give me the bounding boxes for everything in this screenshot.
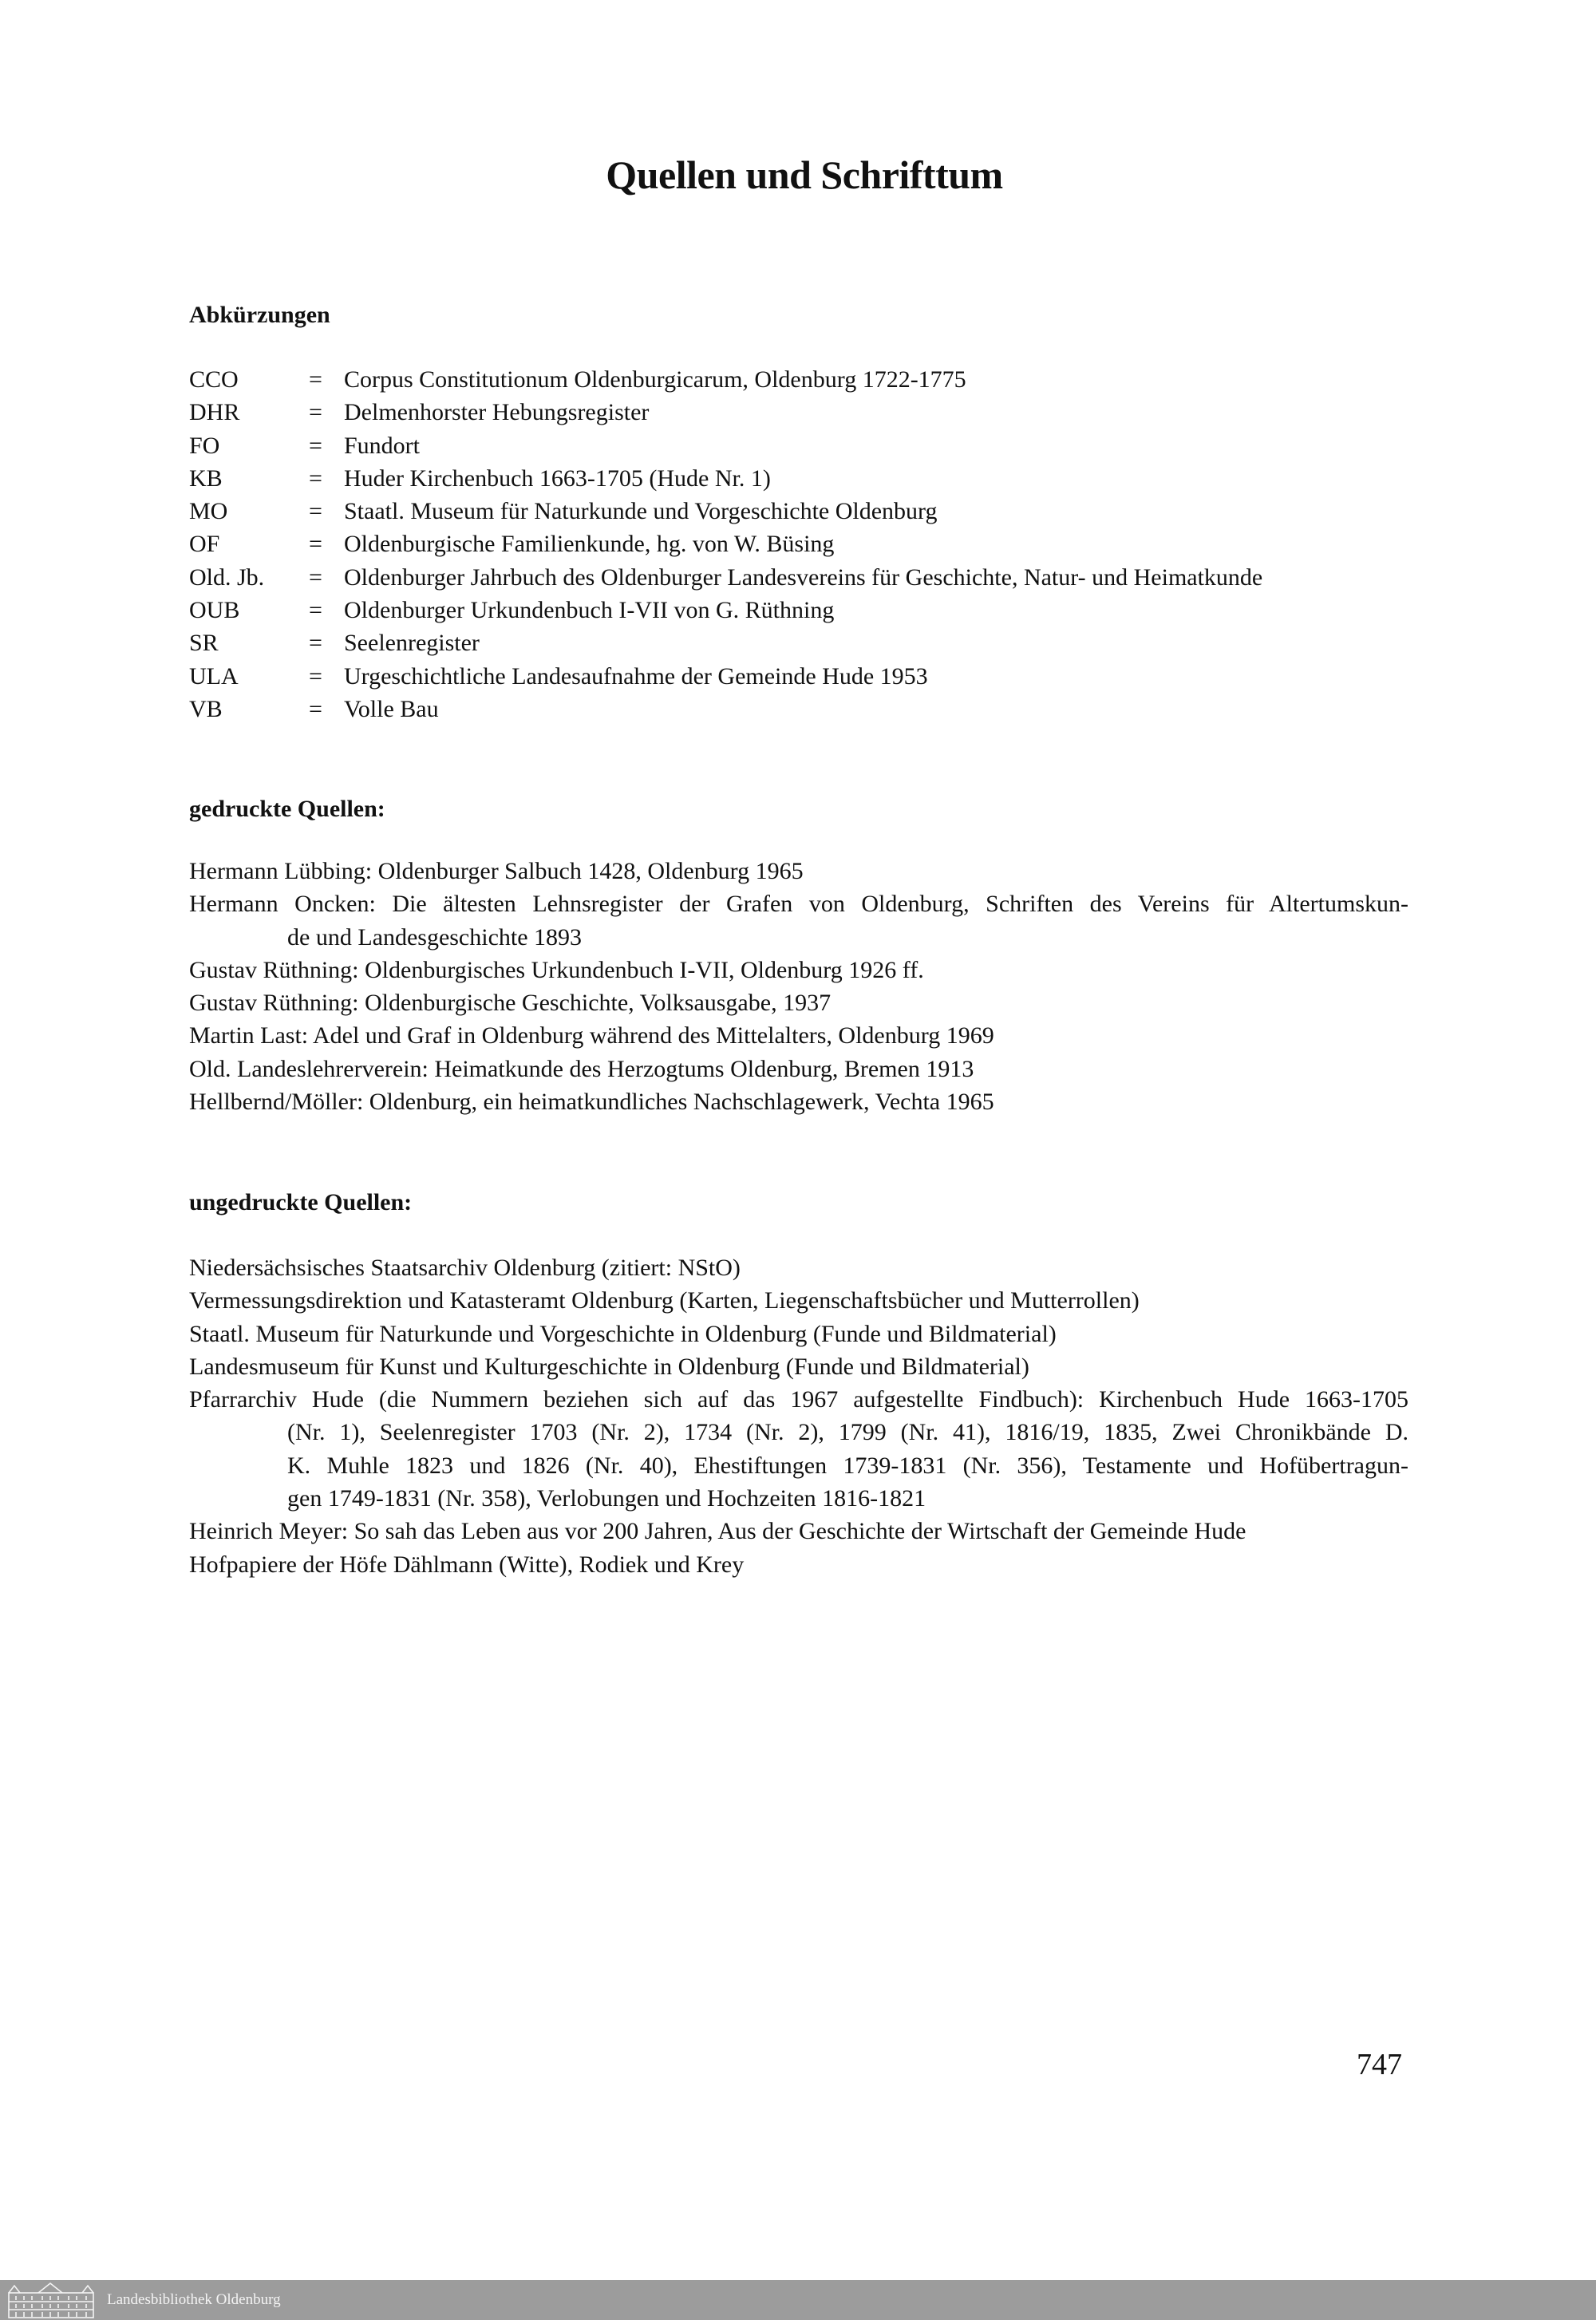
- abbreviation-key: OUB: [189, 597, 240, 624]
- equals-sign: =: [309, 531, 322, 558]
- abbreviation-value: Oldenburgische Familienkunde, hg. von W. Büsing: [344, 531, 835, 558]
- abbreviation-row: [189, 363, 1408, 396]
- abbreviation-key: DHR: [189, 399, 240, 426]
- source-entry: Martin Last: Adel und Graf in Oldenburg während des Mittelalters, Oldenburg 1969: [189, 1022, 994, 1049]
- abbreviation-row: [189, 396, 1408, 429]
- abbreviation-value: Urgeschichtliche Landesaufnahme der Gemeinde Hude 1953: [344, 662, 928, 690]
- source-entry: Hermann Lübbing: Oldenburger Salbuch 1428, Oldenburg 1965: [189, 858, 804, 884]
- abbreviation-row: [189, 693, 1408, 725]
- abbreviation-key: MO: [189, 498, 228, 525]
- source-entry-continuation: (Nr. 1), Seelenregister 1703 (Nr. 2), 1734 (Nr. 2), 1799 (Nr. 41), 1816/19, 1835, Zwei Chronikbände D.: [287, 1419, 1408, 1446]
- printed-sources-heading: gedruckte Quellen:: [189, 796, 385, 822]
- abbreviation-value: Huder Kirchenbuch 1663-1705 (Hude Nr. 1): [344, 464, 771, 492]
- abbreviation-value: Oldenburger Jahrbuch des Oldenburger Landesvereins für Geschichte, Natur- und Heimatkunde: [344, 563, 1263, 591]
- abbreviation-key: KB: [189, 464, 223, 492]
- equals-sign: =: [309, 498, 322, 525]
- equals-sign: =: [309, 432, 322, 459]
- source-entry: Heinrich Meyer: So sah das Leben aus vor 200 Jahren, Aus der Geschichte der Wirtschaft der Gemeinde Hude: [189, 1518, 1246, 1545]
- abbreviation-value: Oldenburger Urkundenbuch I-VII von G. Rüthning: [344, 597, 835, 624]
- source-entry: Old. Landeslehrerverein: Heimatkunde des Herzogtums Oldenburg, Bremen 1913: [189, 1055, 974, 1082]
- library-building-icon: [6, 2282, 96, 2318]
- abbreviation-key: SR: [189, 630, 219, 657]
- abbreviation-key: FO: [189, 432, 220, 459]
- source-entry: Hermann Oncken: Die ältesten Lehnsregister der Grafen von Oldenburg, Schriften des Vereins für Altertumskun-: [189, 891, 1408, 918]
- abbreviation-key: CCO: [189, 366, 239, 393]
- abbreviation-key: Old. Jb.: [189, 563, 265, 591]
- source-entry: Vermessungsdirektion und Katasteramt Oldenburg (Karten, Liegenschaftsbücher und Mutterrollen): [189, 1287, 1140, 1314]
- source-entry: Hellbernd/Möller: Oldenburg, ein heimatkundliches Nachschlagewerk, Vechta 1965: [189, 1089, 994, 1116]
- abbreviations-list: [189, 363, 1408, 725]
- source-entry-continuation: gen 1749-1831 (Nr. 358), Verlobungen und Hochzeiten 1816-1821: [287, 1485, 926, 1512]
- abbreviation-value: Delmenhorster Hebungsregister: [344, 399, 650, 426]
- abbreviation-value: Staatl. Museum für Naturkunde und Vorgeschichte Oldenburg: [344, 498, 938, 525]
- source-entry: Gustav Rüthning: Oldenburgisches Urkundenbuch I-VII, Oldenburg 1926 ff.: [189, 956, 924, 983]
- abbreviation-value: Volle Bau: [344, 695, 439, 722]
- abbreviations-heading: Abkürzungen: [189, 302, 330, 328]
- abbreviation-row: [189, 429, 1408, 462]
- abbreviation-row: [189, 528, 1408, 560]
- unprinted-sources-list: [189, 1251, 1408, 1581]
- source-entry: Pfarrarchiv Hude (die Nummern beziehen sich auf das 1967 aufgestellte Findbuch): Kirchenbuch Hude 1663-1705: [189, 1386, 1408, 1413]
- page-number: 747: [1357, 2048, 1402, 2081]
- footer-library-name: Landesbibliothek Oldenburg: [107, 2291, 281, 2308]
- equals-sign: =: [309, 630, 322, 657]
- abbreviation-row: [189, 561, 1408, 594]
- source-entry: Hofpapiere der Höfe Dählmann (Witte), Rodiek und Krey: [189, 1551, 745, 1578]
- source-entry-continuation: de und Landesgeschichte 1893: [287, 923, 583, 951]
- abbreviation-value: Corpus Constitutionum Oldenburgicarum, Oldenburg 1722-1775: [344, 366, 966, 393]
- equals-sign: =: [309, 366, 322, 393]
- abbreviation-value: Fundort: [344, 432, 421, 459]
- abbreviation-key: ULA: [189, 662, 239, 690]
- source-entry: Niedersächsisches Staatsarchiv Oldenburg (zitiert: NStO): [189, 1255, 741, 1281]
- abbreviation-row: [189, 462, 1408, 495]
- source-entry: Gustav Rüthning: Oldenburgische Geschichte, Volksausgabe, 1937: [189, 990, 832, 1017]
- abbreviation-row: [189, 626, 1408, 659]
- source-entry-continuation: K. Muhle 1823 und 1826 (Nr. 40), Ehestiftungen 1739-1831 (Nr. 356), Testamente und Hofübertragun-: [287, 1452, 1408, 1479]
- abbreviation-row: [189, 594, 1408, 626]
- source-entry: Landesmuseum für Kunst und Kulturgeschichte in Oldenburg (Funde und Bildmaterial): [189, 1353, 1029, 1380]
- equals-sign: =: [309, 662, 322, 690]
- abbreviation-value: Seelenregister: [344, 630, 480, 657]
- unprinted-sources-heading: ungedruckte Quellen:: [189, 1189, 413, 1215]
- equals-sign: =: [309, 464, 322, 492]
- equals-sign: =: [309, 399, 322, 426]
- abbreviation-key: VB: [189, 695, 223, 722]
- footer-bar: [0, 2280, 1596, 2320]
- equals-sign: =: [309, 563, 322, 591]
- page-title: Quellen und Schrifttum: [606, 152, 1003, 197]
- abbreviation-key: OF: [189, 531, 220, 558]
- equals-sign: =: [309, 597, 322, 624]
- printed-sources-list: [189, 855, 1408, 1118]
- source-entry: Staatl. Museum für Naturkunde und Vorgeschichte in Oldenburg (Funde und Bildmaterial): [189, 1320, 1057, 1347]
- abbreviation-row: [189, 495, 1408, 528]
- abbreviation-row: [189, 660, 1408, 693]
- equals-sign: =: [309, 695, 322, 722]
